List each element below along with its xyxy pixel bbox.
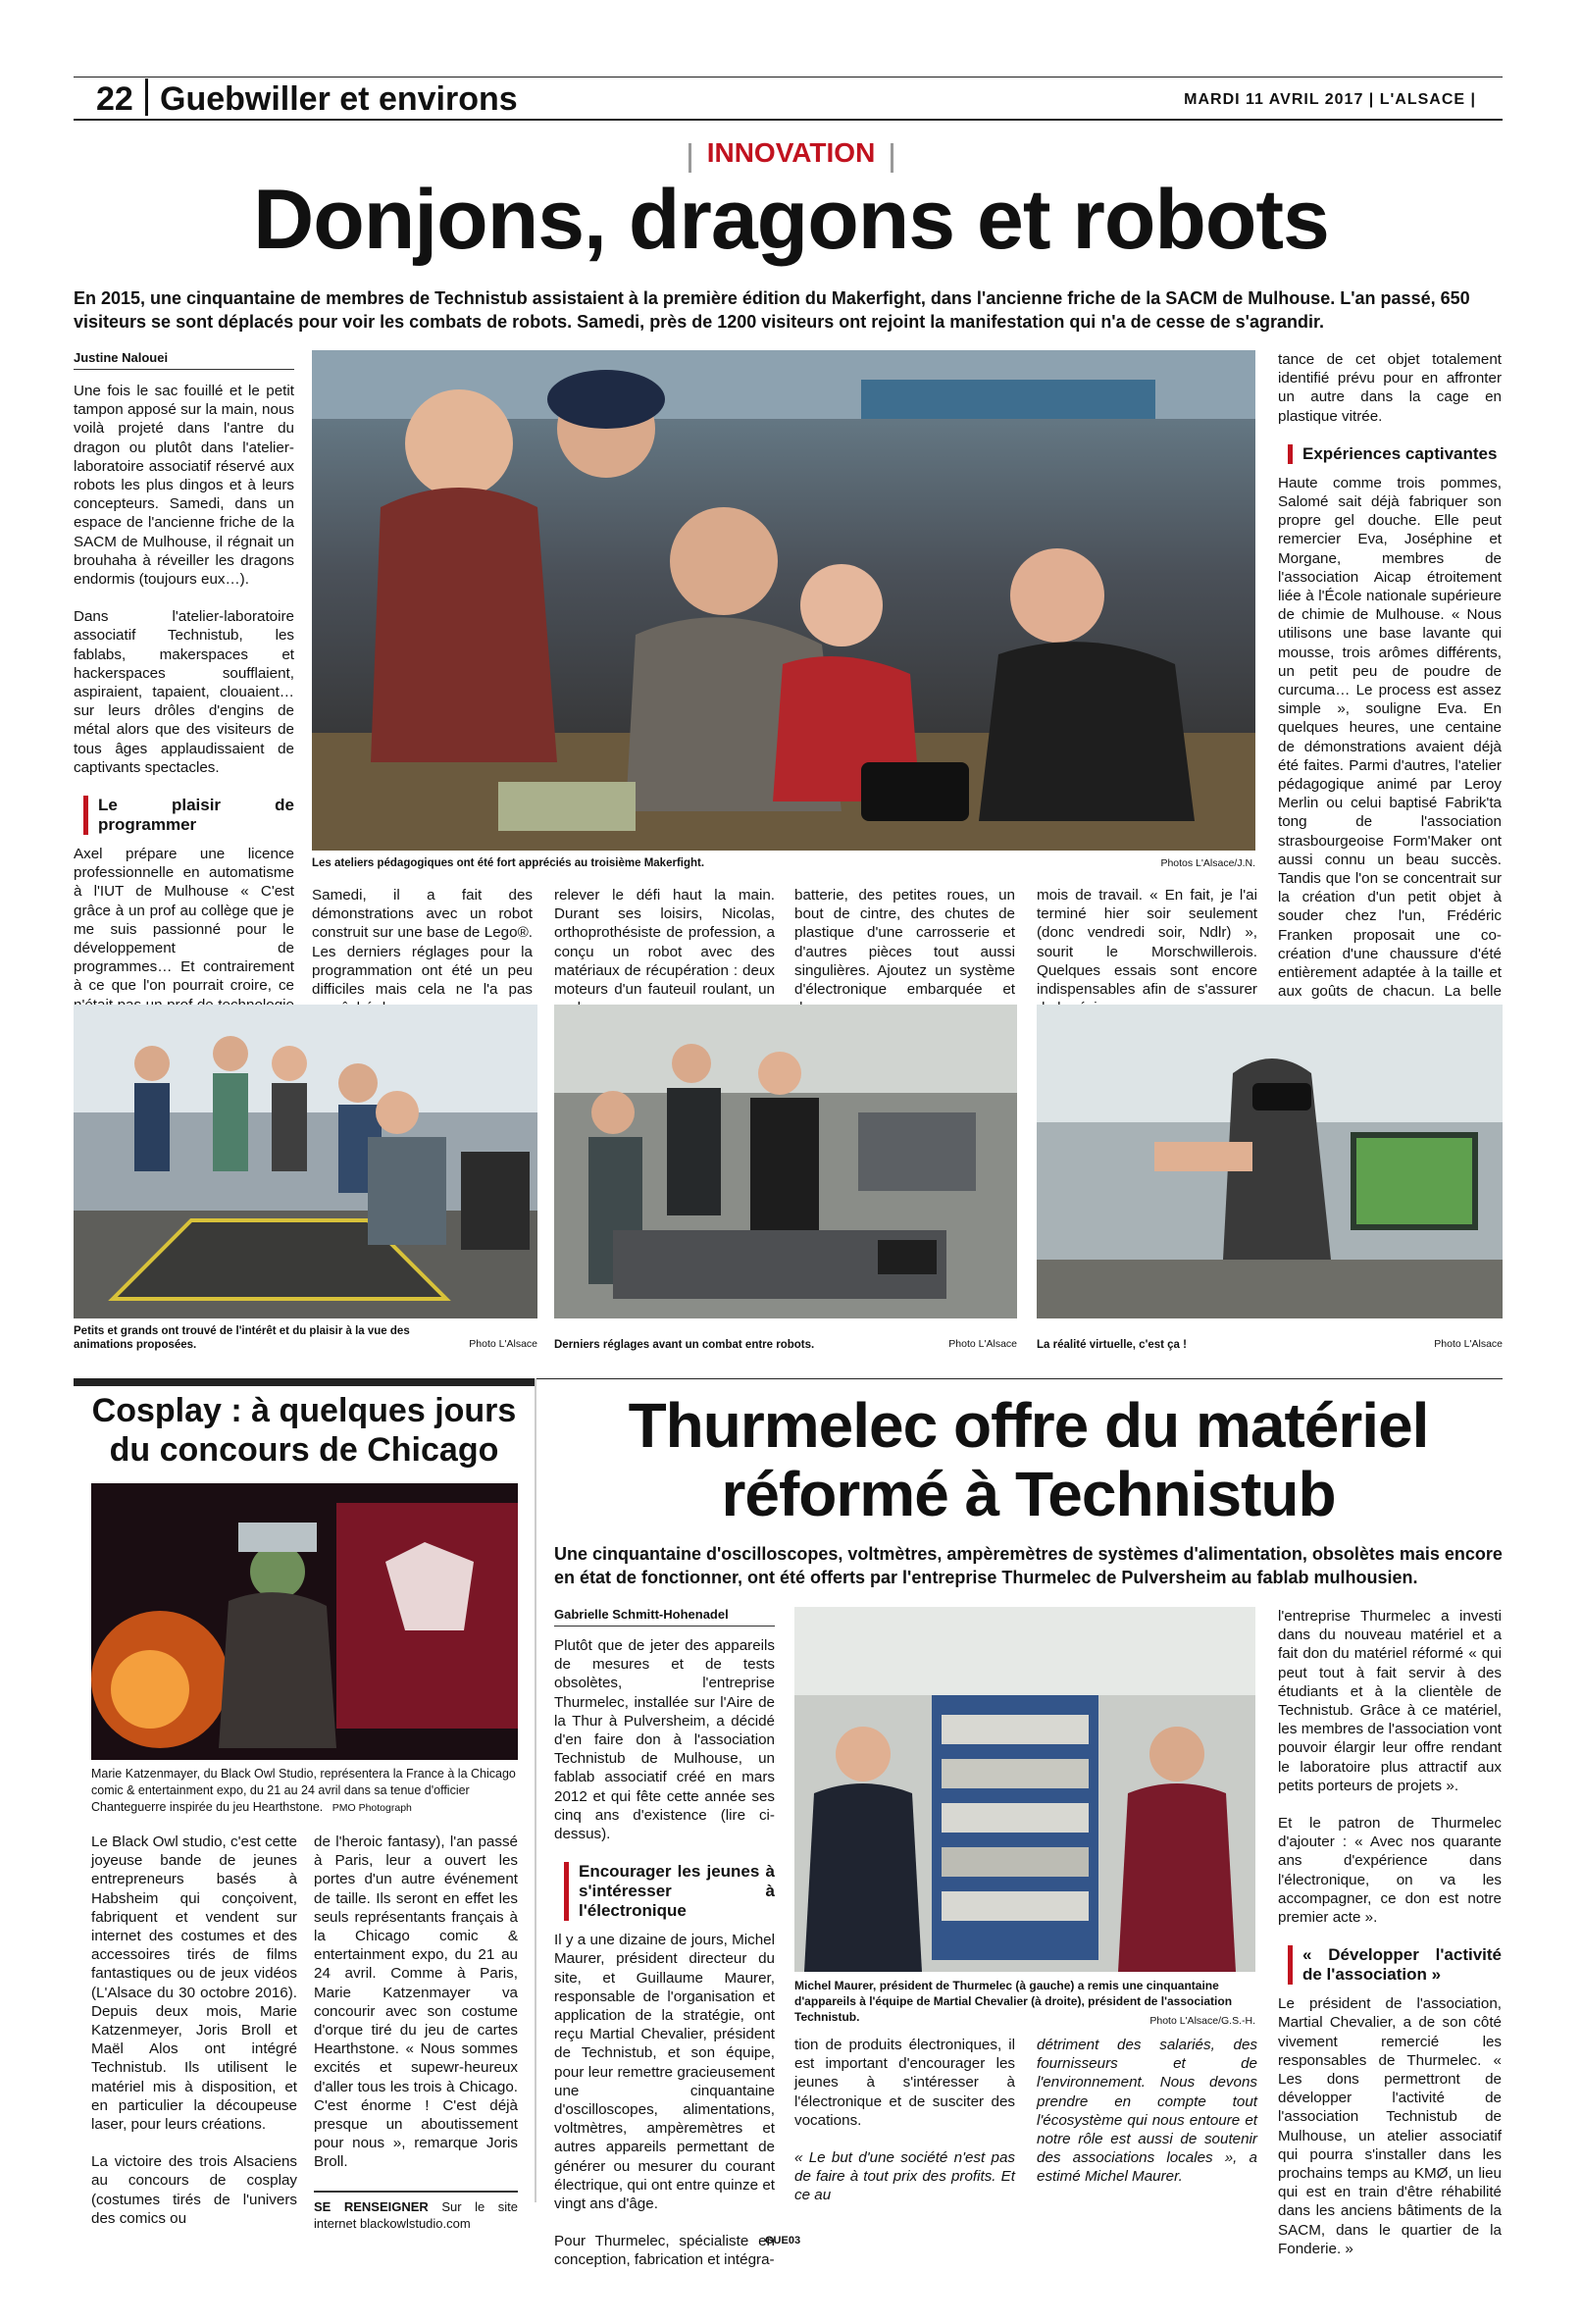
paragraph: La victoire des trois Alsaciens au concours de cosplay (costumes tirés de l'univers des comics ou [91,2153,297,2227]
paragraph: Haute comme trois pommes, Salomé sait déjà fabriquer son propre gel douche. Elle peut remercier Eva, Joséphine et Morgane, membres de l'association Aicap étroitement liée à l'École nationale supérieure de chimie de Mulhouse. « Nous utilisons une base lavante qui mousse, trois arômes différents, un petit peu de poudre de curcuma… Le process est assez simple », souligne Eva. En quelques heures, une centaine de démonstrations avaient déjà été faites. Parmi d'autres, l'atelier pédagogique animé par Leroy Merlin ou celui baptisé Fabrik'ta tong de l'association strasbourgeoise Form'Maker ont aussi connu un beau succès. Tandis que l'on se concentrait sur la création d'un petit objet à souder chez l'un, Frédéric Franken proposait une co-création d'une chaussure d'été entièrement adaptée à la taille et aux goûts de chacun. La belle [1278,474,1502,1001]
paragraph: l'entreprise Thurmelec a investi dans du nouveau matériel et a fait don du matériel réformé « qui peut tout à fait servir à des étudiants et à la clientèle de Technistub. Grâce à ce matériel, les membres de l'association vont pouvoir élargir leur offre rendant le laboratoire plus attractif aux petits porteurs de projets ». [1278,1608,1502,1794]
article-column-2: Samedi, il a fait des démonstrations avec un robot construit sur une base de Lego®. Les derniers réglages pour la programmation ont été un peu difficiles mais cela ne l'a pas [312,887,533,999]
photo-credit: Photo L'Alsace [1434,1338,1503,1350]
paragraph: Axel prépare une licence professionnelle en automatisme à l'IUT de Mulhouse « C'est grâce à un prof au collège que je me suis passionné pour le développement de programmes… Et contrairement à ce que l'on pourrait croire, ce [74,846,294,995]
arena-photo [74,1005,537,1318]
article2-column-3: détriment des salariés, des fournisseurs et de l'environnement. Nous devons prendre en compte tout l'écosystème qui nous entoure et notre rôle est aussi de soutenir des associations locales », a estimé Michel Maurer. [1037,2037,1257,2186]
subheading: Expériences captivantes [1288,444,1502,464]
article2-column-4 [1278,1607,1502,2277]
article-column-6 [1278,350,1502,1058]
byline: Justine Nalouei [74,350,294,370]
paragraph: Et le patron de Thurmelec d'ajouter : « Avec nos quarante ans d'expérience dans l'électronique, on va les accompagner, ce don est notre premier acte ». [1278,1815,1502,1927]
costume-photo [91,1483,518,1760]
article2-column-1 [554,1607,775,2289]
section-title: Guebwiller et environs [160,80,518,118]
paragraph: Le président de l'association, Martial Chevalier, a de son côté vivement remercié les responsables de Thurmelec. « Les dons permettront de développer l'activité de l'association Technistub de Mulhouse, un atelier associatif qui pourra s'installer dans les prochains temps au KMØ, un lieu qui est en train d'être réhabilité dans les anciens bâtiments de la SACM, dans le quartier de la Fonderie. » [1278,1995,1502,2257]
header-rule [74,119,1503,121]
paragraph: Dans l'atelier-laboratoire associatif Technistub, les fablabs, makerspaces et hackerspaces soufflaient, aspiraient, tapaient, clouaient… sur leurs drôles d'engins de métal alors que des visiteurs de tous âges applaudissaient de captivants spectacles. [74,608,294,776]
article-title: Donjons, dragons et robots [253,173,1329,267]
article2-column-2 [794,2036,1015,2224]
paragraph: tance de cet objet totalement identifié prévu pour en affronter un autre dans la cage en plastique vitrée. [1278,351,1502,425]
info-box [314,2191,518,2232]
paragraph: tion de produits électroniques, il est important d'encourager les jeunes à s'intéresser à l'électronique et de susciter des vocations. [794,2037,1015,2129]
info-link[interactable]: Sur le site internet blackowlstudio.com [314,2198,518,2231]
kicker [0,137,1582,173]
paragraph: Le Black Owl studio, c'est cette joyeuse bande de jeunes entrepreneurs basés à Habsheim qui conçoivent, fabriquent et vendent sur internet des costumes et des accessoires tirés de films fantastiques ou de jeux vidéos (L'Alsace du 30 octobre 2016). Depuis deux mois, Marie Katzenmeyer, Joris Broll et Maël Alos ont intégré Technistub. Ils utilisent le matériel mis à disposition, et en particulier la découpeuse laser, pour leurs créations. [91,1833,297,2134]
paragraph: « Le but d'une société n'est pas de faire à tout prix des profits. Et ce au [794,2149,1015,2204]
article2-lead: Une cinquantaine d'oscilloscopes, voltmètres, ampèremètres de systèmes d'alimentation, obsolètes mais encore en état de fonctionner, ont été offerts par l'entreprise Thurmelec de Pulversheim au fablab mulhousien. [554,1544,1503,1587]
photo-credit: Photo L'Alsace [469,1338,537,1350]
vr-photo [1037,1005,1503,1318]
main-photo [312,350,1255,851]
photo-virtual-reality [1037,1005,1503,1318]
cosplay-column-2 [314,1833,518,2232]
page-code: GUE03 [765,2235,801,2247]
cosplay-photo [91,1483,518,1760]
photo-robots-arena [74,1005,537,1318]
photo-caption: Les ateliers pédagogiques ont été fort appréciés au troisième Makerfight. [312,857,705,869]
paragraph: Il y a une dizaine de jours, Michel Maurer, président directeur du site, et Guillaume Maurer, responsable de l'organisation et application de la stratégie, ont reçu Martial Chevalier, président de Technistub, et son équipe, pour leur remettre gracieusement une cinquantaine d'oscilloscopes, alimentations, voltmètres, ampèremètres et autres appareils permettant de générer ou mesurer du courant électrique, qui ont entre quinze et vingt ans d'âge. [554,1932,775,2213]
photo-caption: Derniers réglages avant un combat entre robots. [554,1339,815,1351]
vertical-divider [535,1378,536,2202]
workshop-photo [312,350,1255,851]
photo-robot-tuning [554,1005,1017,1318]
paragraph: Plutôt que de jeter des appareils de mesures et de tests obsolètes, l'entreprise Thurmelec, installée sur l'Aire de la Thur à Pulversheim, a décidé d'en faire don à l'association Technistub de Mulhouse, un fablab associatif créé en mars 2012 et qui fête cette année ses cinq ans d'existence (lire ci-dessus). [554,1637,775,1843]
photo-caption: La réalité virtuelle, c'est ça ! [1037,1339,1187,1351]
tuning-photo [554,1005,1017,1318]
article2-title-line2: réformé à Technistub [721,1459,1336,1529]
photo-credit: Photo L'Alsace/G.S.-H. [1149,2015,1255,2027]
kicker-label: INNOVATION [706,137,876,168]
photo-credit: PMO Photograph [332,1802,412,1814]
cosplay-title: Cosplay : à quelques jours du concours de Chicago [91,1392,517,1469]
article-column-4: batterie, des petites roues, un bout de cintre, des chutes de plastique d'une carrosserie et d'autres pièces tout aussi singulières. Ajoutez un système d'électronique embarquée et [794,887,1015,999]
photo-credit: Photos L'Alsace/J.N. [1160,857,1255,869]
subheading: « Développer l'activité de l'association » [1288,1945,1502,1985]
thurmelec-photo [794,1607,1255,1972]
paragraph: Pour Thurmelec, spécialiste en conception, fabrication et intégra- [554,2233,775,2269]
cosplay-column-1 [91,1833,297,2247]
subheading: Le plaisir de programmer [83,796,294,835]
header-divider [145,78,148,116]
article-column-3: relever le défi haut la main. Durant ses loisirs, Nicolas, orthoprothésiste de profession, a conçu un robot avec des matériaux de récupération : deux moteurs d'un fauteuil roulant, un [554,887,775,999]
article2-title-line1: Thurmelec offre du matériel [628,1390,1429,1461]
photo-caption: Petits et grands ont trouvé de l'intérêt et du plaisir à la vue des animations proposées. [74,1325,410,1351]
paragraph: de l'heroic fantasy), l'an passé à Paris, leur a ouvert les portes d'un autre événement de taille. Ils seront en effet les seuls représentants français à la Chicago comic & entertainment expo, du 21 au 24 avril. Comme à Paris, Marie Katzenmayer va concourir avec son costume d'orque tiré du jeu de cartes Hearthstone. « Nous sommes excités et supewr-heureux d'aller tous les trois à Chicago. C'est énorme ! C'est déjà presque un aboutissement pour nous », remarque Joris Broll. [314,1833,518,2171]
cosplay-caption-wrap [91,1766,518,1817]
paragraph: Une fois le sac fouillé et le petit tampon apposé sur la main, nous voilà projeté dans l'antre du dragon ou plutôt dans l'atelier-laboratoire associatif réservé aux robots les plus dingos et à leurs concepteurs. Samedi, dans un espace de l'ancienne friche de la SACM de Mulhouse, il régnait un brouhaha à réveiller les dragons endormis (toujours eux…). [74,383,294,589]
photo-caption: Marie Katzenmayer, du Black Owl Studio, représentera la France à la Chicago comic & entertainment expo, du 21 au 24 avril dans sa tenue d'officier Chanteguerre inspirée du jeu Hearthstone. [91,1767,516,1814]
byline: Gabrielle Schmitt-Hohenadel [554,1607,775,1627]
subheading: Encourager les jeunes à s'intéresser à l'électronique [564,1862,775,1921]
page-number: 22 [96,80,133,118]
equipment-photo [794,1607,1255,1972]
info-label: SE RENSEIGNER [314,2198,429,2214]
article-lead: En 2015, une cinquantaine de membres de Technistub assistaient à la première édition du Makerfight, dans l'ancienne friche de la SACM de Mulhouse. L'an passé, 650 visiteurs se sont déplacés pour voir les combats de robots. Samedi, près de 1200 visiteurs ont rejoint la manifestation qui n'a de cesse de s'agrandir. [74,288,1470,332]
photo-credit: Photo L'Alsace [948,1338,1017,1350]
header-date: MARDI 11 AVRIL 2017 | L'ALSACE | [1184,91,1476,108]
article-column-1 [74,350,294,1070]
article-column-5: mois de travail. « En fait, je l'ai terminé hier soir seulement (donc vendredi soir, Ndlr) », sourit le Morschwillerois. Quelques essais sont encore indispensables afin de s'assurer [1037,887,1257,999]
photo-caption: Michel Maurer, président de Thurmelec (à gauche) a remis une cinquantaine d'appareils à l'équipe de Martial Chevalier (à droite), président de l'association Technistub. [794,1979,1233,2024]
